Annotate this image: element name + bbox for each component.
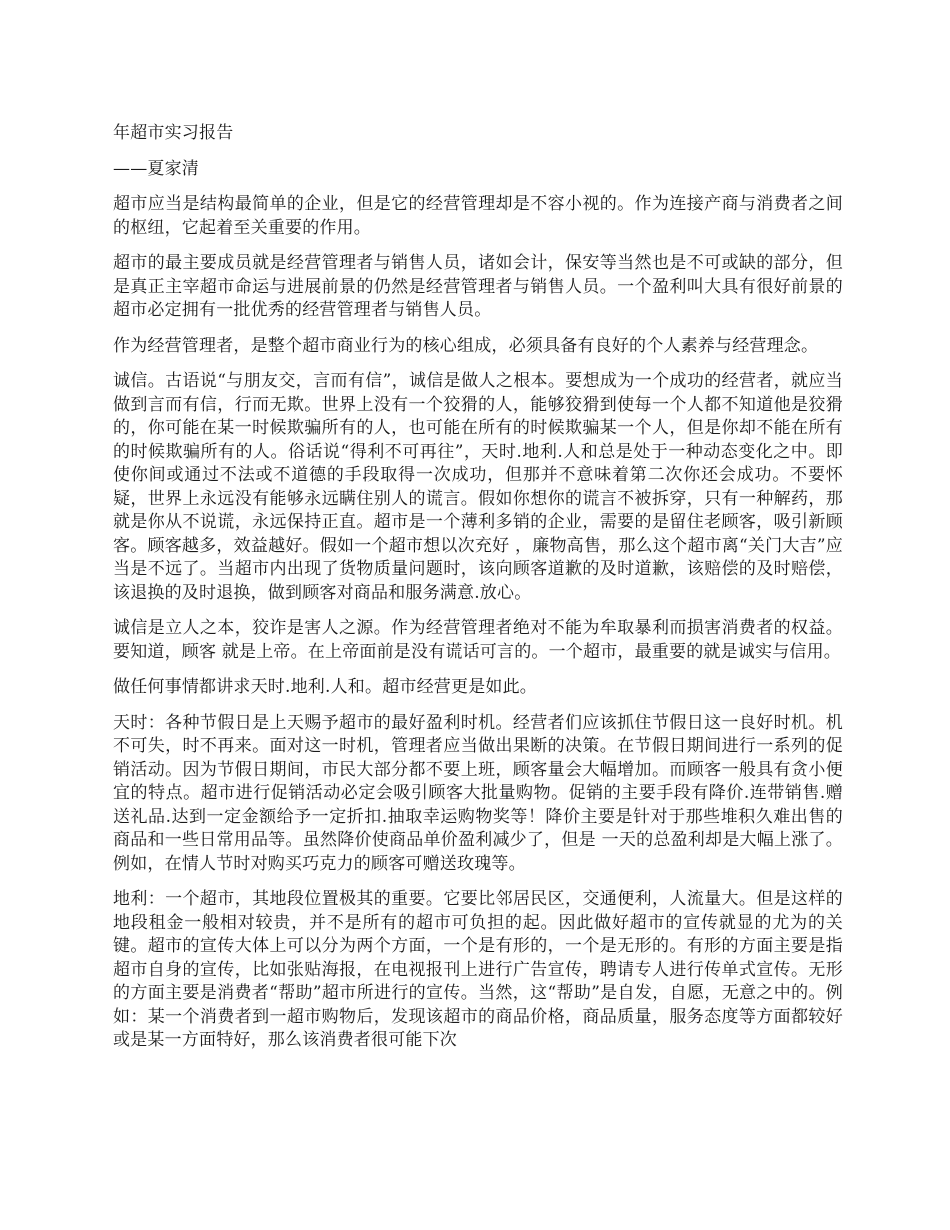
paragraph: 诚信是立人之本，狡诈是害人之源。作为经营管理者绝对不能为牟取暴利而损害消费者的权益。要知道，顾客 就是上帝。在上帝面前是没有谎话可言的。一个超市，最重要的就是诚实与信用。 (113, 618, 843, 662)
paragraph: 天时：各种节假日是上天赐予超市的最好盈利时机。经营者们应该抓住节假日这一良好时机。机不可失，时不再来。面对这一时机，管理者应当做出果断的决策。在节假日期间进行一系列的促销活动。因为节假日期间，市民大部分都不要上班，顾客量会大幅增加。而顾客一般具有贪小便宜的特点。超市进行促销活动必定会吸引顾客大批量购物。促销的主要手段有降价.连带销售.赠送礼品.达到一定金额给予一定折扣.抽取幸运购物奖等！降价主要是针对于那些堆积久难出售的商品和一些日常用品等。虽然降价使商品单价盈利减少了，但是 一天的总盈利却是大幅上涨了。例如，在情人节时对购买巧克力的顾客可赠送玫瑰等。 (113, 712, 843, 874)
document-page (113, 122, 843, 1065)
paragraph: 超市的最主要成员就是经营管理者与销售人员，诸如会计，保安等当然也是不可或缺的部分，但是真正主宰超市命运与进展前景的仍然是经营管理者与销售人员。一个盈利叫大具有很好前景的超市必定拥有一批优秀的经营管理者与销售人员。 (113, 253, 843, 320)
document-author: ——夏家清 (113, 158, 199, 179)
paragraph: 诚信。古语说“与朋友交，言而有信”，诚信是做人之根本。要想成为一个成功的经营者，就应当 做到言而有信，行而无欺。世界上没有一个狡猾的人，能够狡猾到使每一个人都不知道他是狡猾的，你可能在某一时候欺骗所有的人，也可能在所有的时候欺骗某一个人，但是你却不能在所有的时候欺骗所有的人。俗话说“得利不可再往”，天时.地利.人和总是处于一种动态变化之中。即使你间或通过不法或不道德的手段取得一次成功，但那并不意味着第二次你还会成功。不要怀疑，世界上永远没有能够永远瞒住别人的谎言。假如你想你的谎言不被拆穿，只有一种解药，那就是你从不说谎，永远保持正直。超市是一个薄利多销的企业，需要的是留住老顾客，吸引新顾客。顾客越多，效益越好。假如一个超市想以次充好 ，廉物高售，那么这个超市离“关门大吉”应当是不远了。当超市内出现了货物质量问题时，该向顾客道歉的及时道歉，该赔偿的及时赔偿，该退换的及时退换，做到顾客对商品和服务满意.放心。 (113, 371, 843, 603)
document-title: 年超市实习报告 (113, 123, 234, 143)
paragraph: 作为经营管理者，是整个超市商业行为的核心组成，必须具备有良好的个人素养与经营理念。 (113, 335, 819, 356)
paragraph: 地利：一个超市，其地段位置极其的重要。它要比邻居民区，交通便利，人流量大。但是这样的地段租金一般相对较贵，并不是所有的超市可负担的起。因此做好超市的宣传就显的尤为的关键。超市的宣传大体上可以分为两个方面，一个是有形的，一个是无形的。有形的方面主要是指超市自身的宣传，比如张贴海报，在电视报刊上进行广告宣传，聘请专人进行传单式宣传。无形的方面主要是消费者“帮助”超市所进行的宣传。当然，这“帮助”是自发，自愿，无意之中的。例如：某一个消费者到一超市购物后，发现该超市的商品价格，商品质量，服务态度等方面都较好或是某一方面特好，那么该消费者很可能下次 (113, 889, 843, 1050)
paragraph: 超市应当是结构最简单的企业，但是它的经营管理却是不容小视的。作为连接产商与消费者之间的枢纽，它起着至关重要的作用。 (113, 194, 843, 238)
paragraph: 做任何事情都讲求天时.地利.人和。超市经营更是如此。 (113, 677, 538, 697)
